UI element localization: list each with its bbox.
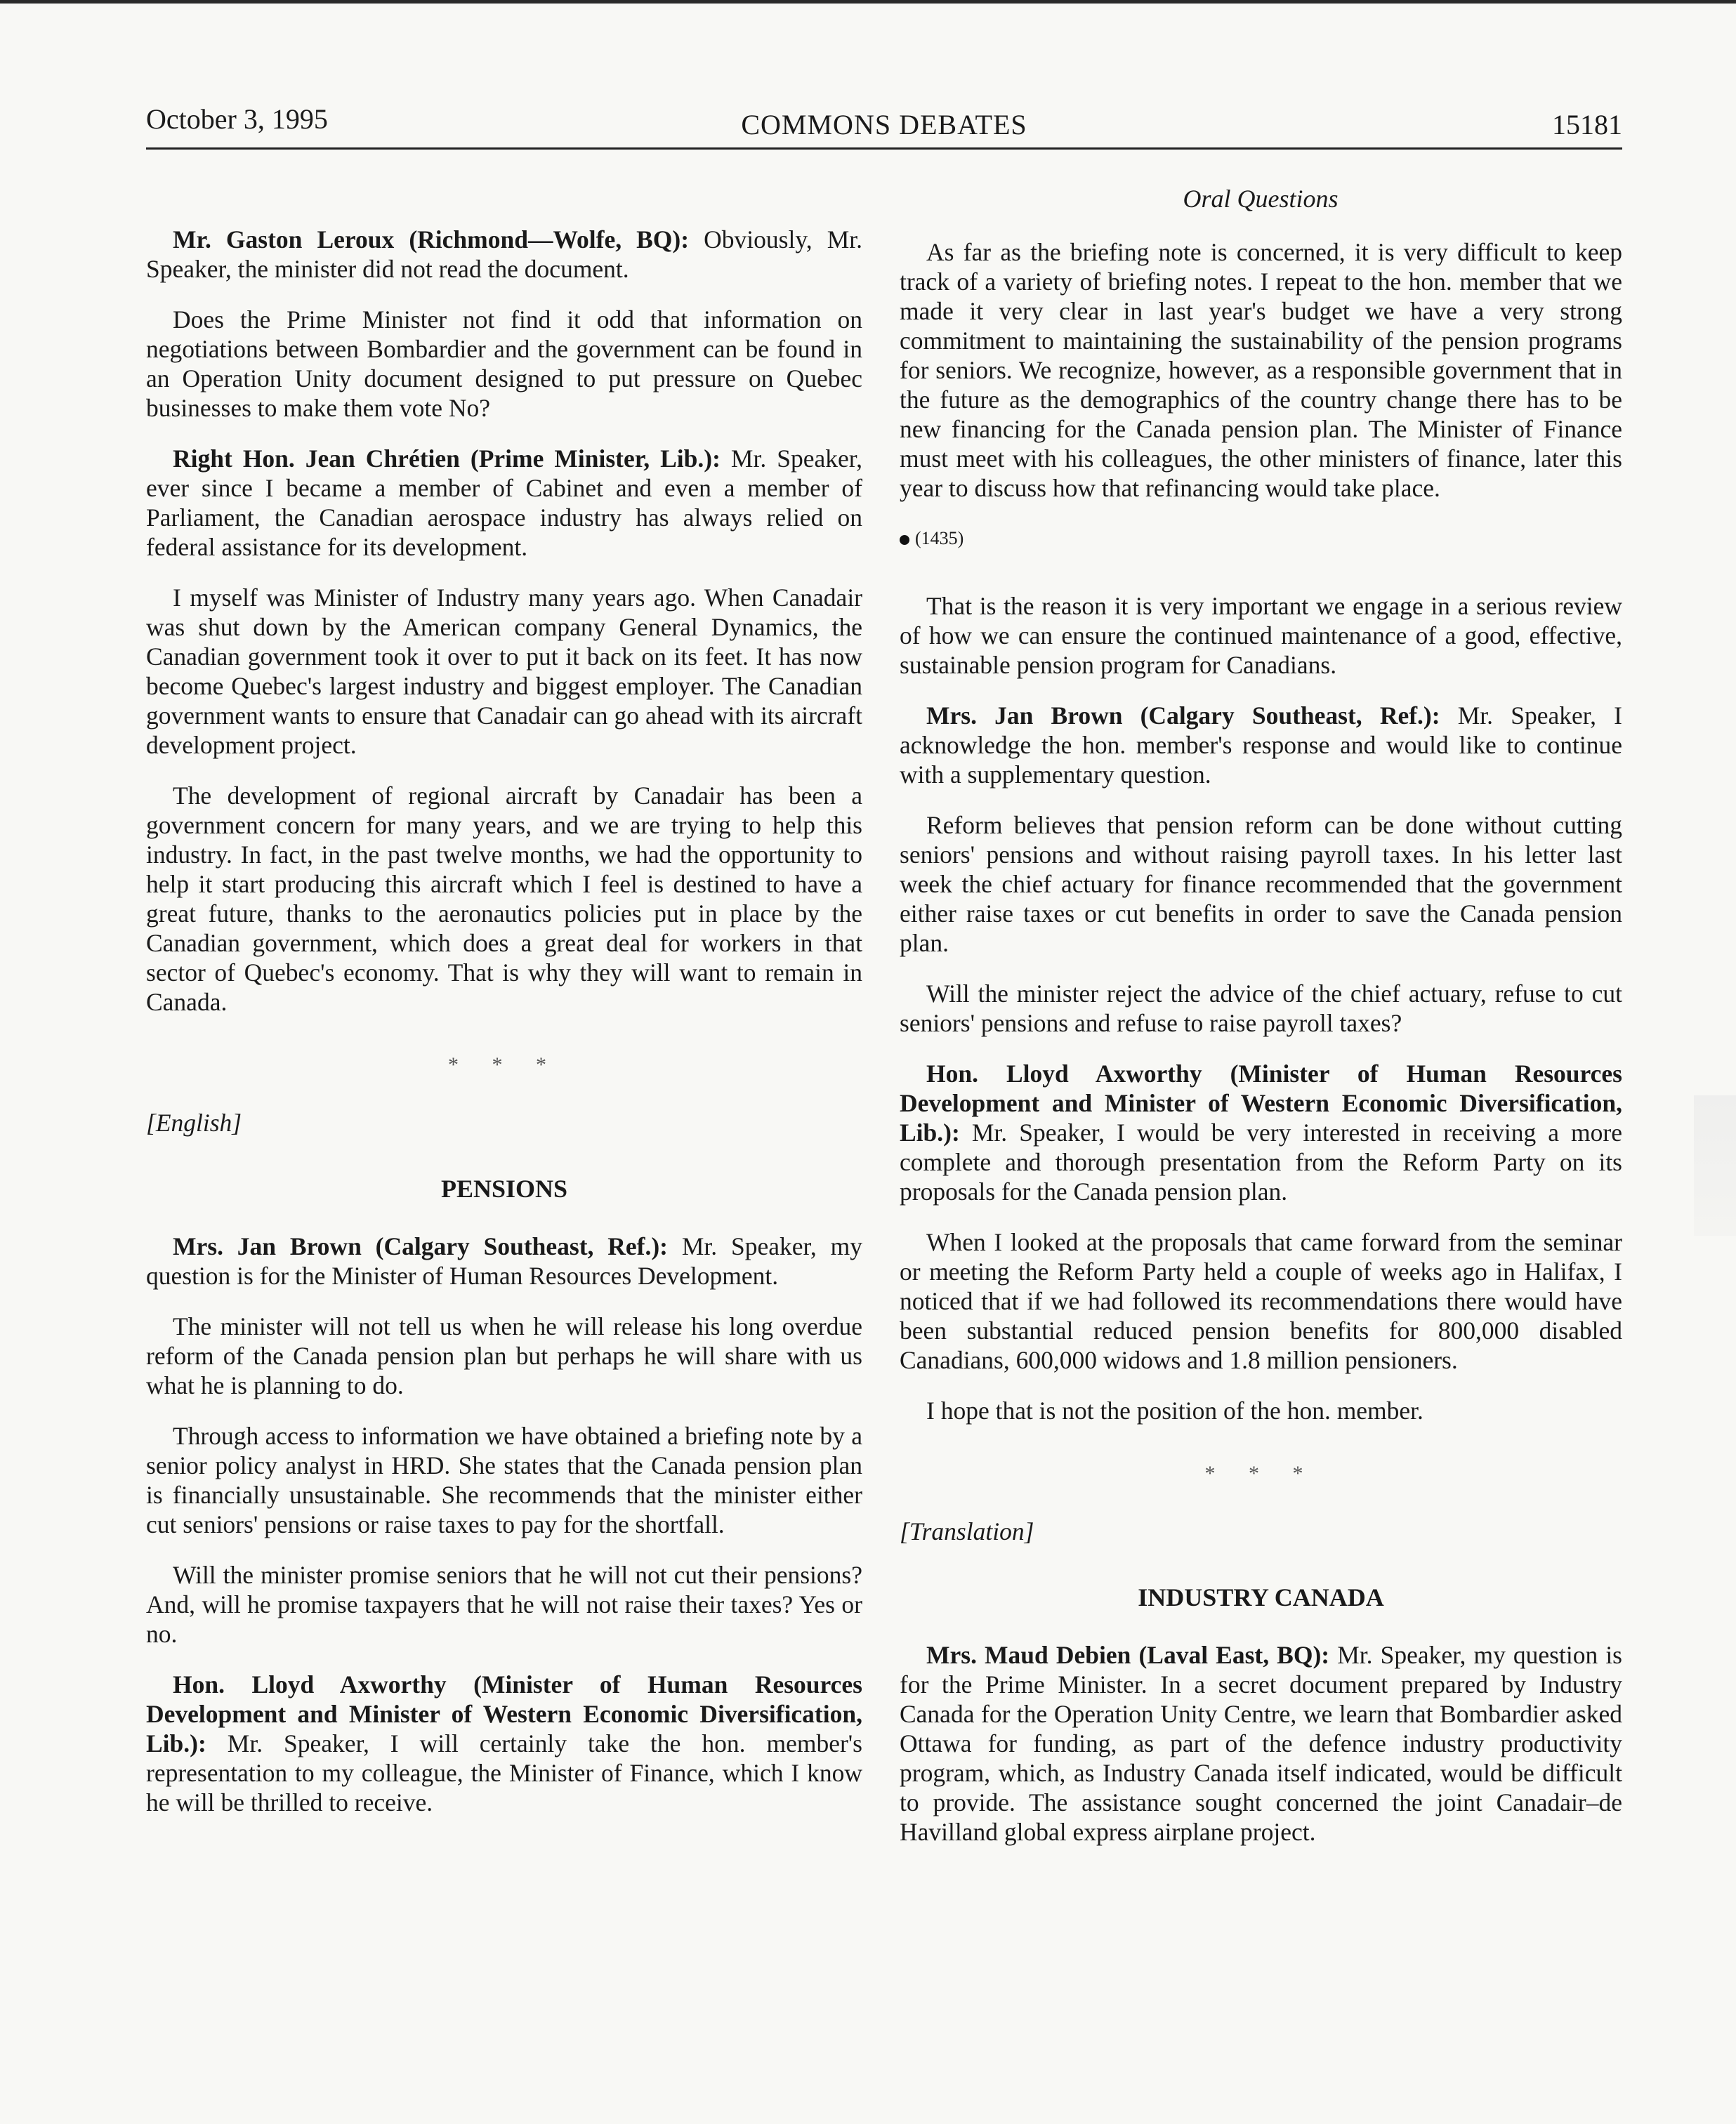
- paragraph: The development of regional aircraft by Canadair has been a government concern for many years, and we are trying to help this industry. In fact, in the past twelve months, we had the opportunity to help it start producing this aircraft which I feel is destined to have a great future, thanks to the aeronautics policies put in place by the Canadian government, which does a great deal for workers in that sector of Quebec's economy. That is why they will want to remain in Canada.: [146, 781, 862, 1016]
- paragraph: Will the minister reject the advice of the chief actuary, refuse to cut seniors' pensions and refuse to raise payroll taxes?: [900, 979, 1622, 1037]
- speech-paragraph: [146, 444, 862, 562]
- page-number: 15181: [1552, 109, 1622, 140]
- speaker-name: Hon. Lloyd Axworthy (Minister of Human Resources Development and Minister of Western Economic Diversification, Lib.):: [146, 1670, 862, 1757]
- speech-text: Mr. Speaker, I acknowledge the hon. member's response and would like to continue with a supplementary question.: [900, 701, 1622, 789]
- paragraph: I myself was Minister of Industry many years ago. When Canadair was shut down by the American company General Dynamics, the Canadian government took it over to put it back on its feet. It has now become Quebec's largest industry and biggest employer. The Canadian government wants to ensure that Canadair can go ahead with its aircraft development project.: [146, 583, 862, 759]
- speaker-name: Right Hon. Jean Chrétien (Prime Minister, Lib.):: [173, 444, 721, 473]
- section-separator: * * *: [448, 1053, 560, 1076]
- speaker-name: Mrs. Jan Brown (Calgary Southeast, Ref.):: [173, 1232, 668, 1260]
- left-column: [146, 225, 862, 1838]
- speech-paragraph: [146, 1670, 862, 1817]
- speech-paragraph: [146, 225, 862, 284]
- speech-text: Mr. Speaker, my question is for the Prime Minister. In a secret document prepared by Industry Canada for the Operation Unity Centre, we learn that Bombardier asked Ottawa for funding, as part of the defence industry productivity program, which, as Industry Canada itself indicated, would be difficult to provide. The assistance sought concerned the joint Canadair–de Havilland global express airplane project.: [900, 1641, 1622, 1846]
- paragraph: That is the reason it is very important we engage in a serious review of how we can ensure the continued maintenance of a good, effective, sustainable pension program for Canadians.: [900, 592, 1622, 679]
- speaker-name: Hon. Lloyd Axworthy (Minister of Human Resources Development and Minister of Western Economic Diversification, Lib.):: [900, 1060, 1622, 1147]
- paragraph: The minister will not tell us when he will release his long overdue reform of the Canada pension plan but perhaps he will share with us what he is planning to do.: [146, 1312, 862, 1399]
- paragraph: Through access to information we have obtained a briefing note by a senior policy analyst in HRD. She states that the Canada pension plan is financially unsustainable. She recommends that the minister either cut seniors' pensions or raise taxes to pay for the shortfall.: [146, 1422, 862, 1538]
- speech-text: Obviously, Mr. Speaker, the minister did not read the document.: [146, 225, 862, 283]
- paragraph: I hope that is not the position of the hon. member.: [926, 1397, 1423, 1425]
- bullet-icon: [900, 535, 909, 545]
- section-heading: INDUSTRY CANADA: [1138, 1583, 1384, 1611]
- speech-text: Mr. Speaker, I will certainly take the hon. member's representation to my colleague, the Minister of Finance, which I know he will be thrilled to receive.: [146, 1729, 862, 1816]
- right-column: [900, 237, 1622, 1868]
- time-marker: [900, 524, 1622, 553]
- paragraph: As far as the briefing note is concerned, it is very difficult to keep track of a variety of briefing notes. I repeat to the hon. member that we made it very clear in last year's budget we have a very strong commitment to maintaining the sustainability of the pension programs for seniors. We recognize, however, as a responsible government that in the future as the demographics of the country change there has to be new financing for the Canada pension plan. The Minister of Finance must meet with his colleagues, the other ministers of finance, later this year to discuss how that refinancing would take place.: [900, 238, 1622, 502]
- scan-margin-smudge: [1694, 1095, 1736, 1236]
- speaker-name: Mrs. Maud Debien (Laval East, BQ):: [926, 1641, 1330, 1669]
- header-rule: [146, 147, 1622, 150]
- paragraph: Will the minister promise seniors that he will not cut their pensions? And, will he promise taxpayers that he will not raise their taxes? Yes or no.: [146, 1561, 862, 1648]
- speaker-name: Mr. Gaston Leroux (Richmond—Wolfe, BQ):: [173, 225, 690, 253]
- language-marker: [English]: [146, 1109, 242, 1137]
- speech-paragraph: [146, 1232, 862, 1291]
- section-heading: PENSIONS: [440, 1175, 568, 1203]
- paragraph: Does the Prime Minister not find it odd that information on negotiations between Bombardier and the government can be found in an Operation Unity document designed to put pressure on Quebec businesses to make them vote No?: [146, 305, 862, 422]
- time-marker-text: (1435): [915, 528, 964, 548]
- page-header: [146, 103, 1622, 145]
- running-title: Oral Questions: [1183, 185, 1339, 213]
- language-marker: [Translation]: [900, 1517, 1034, 1545]
- speech-text: Mr. Speaker, ever since I became a member of Cabinet and even a member of Parliament, the Canadian aerospace industry has always relied on federal assistance for its development.: [146, 444, 862, 561]
- paragraph: When I looked at the proposals that came forward from the seminar or meeting the Reform Party held a couple of weeks ago in Halifax, I noticed that if we had followed its recommendations there would have been substantial reduced pension benefits for 800,000 disabled Canadians, 600,000 widows and 1.8 million pensioners.: [900, 1228, 1622, 1374]
- speech-text: Mr. Speaker, my question is for the Minister of Human Resources Development.: [146, 1232, 862, 1290]
- speech-text: Mr. Speaker, I would be very interested in receiving a more complete and thorough presentation from the Reform Party on its proposals for the Canada pension plan.: [900, 1119, 1622, 1206]
- section-separator: * * *: [1204, 1462, 1317, 1485]
- header-date: October 3, 1995: [146, 103, 328, 135]
- paragraph: Reform believes that pension reform can be done without cutting seniors' pensions and without raising payroll taxes. In his letter last week the chief actuary for finance recommended that the government either raise taxes or cut benefits in order to save the Canada pension plan.: [900, 811, 1622, 957]
- speech-paragraph: [900, 701, 1622, 789]
- speech-paragraph: [900, 1640, 1622, 1847]
- publication-title: COMMONS DEBATES: [741, 109, 1027, 140]
- page-top-border: [0, 0, 1736, 4]
- speech-paragraph: [900, 1059, 1622, 1206]
- speaker-name: Mrs. Jan Brown (Calgary Southeast, Ref.):: [926, 701, 1440, 730]
